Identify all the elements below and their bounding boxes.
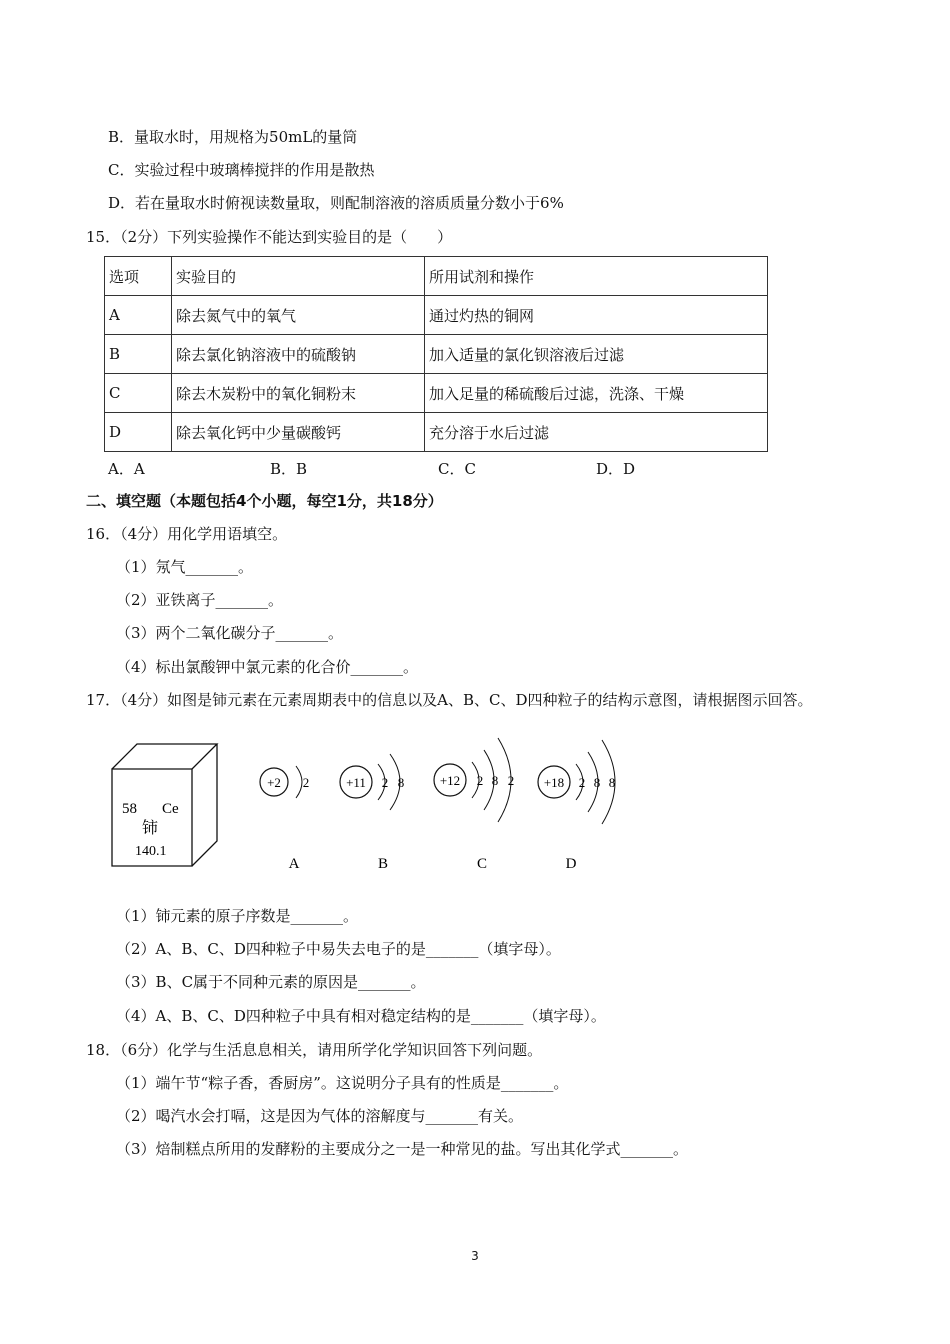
table-header-row <box>105 257 768 296</box>
shell-electrons: 8 <box>593 775 601 790</box>
element-symbol: Ce <box>162 801 179 817</box>
table-cell: D <box>105 413 172 452</box>
shell-electrons: 2 <box>381 775 389 790</box>
table-row <box>105 296 768 335</box>
q16-item-2: （2）亚铁离子_______。 <box>116 591 284 609</box>
table-cell: 充分溶于水后过滤 <box>425 413 768 452</box>
q17-stem: 17．（4分）如图是铈元素在元素周期表中的信息以及A、B、C、D四种粒子的结构示意图，请根据图示回答。 <box>86 691 813 709</box>
table-cell: C <box>105 374 172 413</box>
particle-label: B <box>377 856 389 872</box>
q15-table <box>104 256 768 452</box>
table-cell: 除去氧化钙中少量碳酸钙 <box>172 413 425 452</box>
shell-electrons: 8 <box>608 775 616 790</box>
shell-electrons: 2 <box>507 773 515 788</box>
q15-choice-c: C．C <box>438 460 476 478</box>
q17-item-4: （4）A、B、C、D四种粒子中具有相对稳定结构的是_______（填字母）。 <box>116 1007 606 1025</box>
element-atomic-mass: 140.1 <box>135 844 167 859</box>
particle-d <box>538 740 615 872</box>
q17-item-1: （1）铈元素的原子序数是_______。 <box>116 907 359 925</box>
nucleus-charge: +12 <box>439 773 461 788</box>
table-cell: 除去氯化钠溶液中的硫酸钠 <box>172 335 425 374</box>
table-row <box>105 413 768 452</box>
table-row <box>105 335 768 374</box>
q14-option-c: C．实验过程中玻璃棒搅拌的作用是散热 <box>108 161 375 179</box>
q18-item-2: （2）喝汽水会打嗝，这是因为气体的溶解度与_______有关。 <box>116 1107 524 1125</box>
table-cell: B <box>105 335 172 374</box>
q17-item-2: （2）A、B、C、D四种粒子中易失去电子的是_______（填字母）。 <box>116 940 561 958</box>
table-header-cell: 选项 <box>105 257 172 296</box>
q16-item-3: （3）两个二氧化碳分子_______。 <box>116 624 344 642</box>
q15-choice-d: D．D <box>596 460 636 478</box>
q18-stem: 18．（6分）化学与生活息息相关，请用所学化学知识回答下列问题。 <box>86 1041 543 1059</box>
q16-stem: 16．（4分）用化学用语填空。 <box>86 525 288 543</box>
q14-option-b: B．量取水时，用规格为50mL的量筒 <box>108 128 358 146</box>
table-cell: 除去木炭粉中的氧化铜粉末 <box>172 374 425 413</box>
shell-electrons: 8 <box>397 775 405 790</box>
particle-label: D <box>565 856 577 872</box>
shell-electrons: 2 <box>302 775 310 790</box>
table-cell: 通过灼热的铜网 <box>425 296 768 335</box>
q18-item-1: （1）端午节“粽子香，香厨房”。这说明分子具有的性质是_______。 <box>116 1074 569 1092</box>
q15-choices <box>108 458 708 478</box>
section-heading: 二、填空题（本题包括4个小题，每空1分，共18分） <box>86 492 443 510</box>
element-atomic-number: 58 <box>122 801 137 817</box>
element-name: 铈 <box>142 818 159 837</box>
atomic-structure-diagram <box>100 720 640 880</box>
shell-electrons: 2 <box>476 773 484 788</box>
q17-item-3: （3）B、C属于不同种元素的原因是_______。 <box>116 973 426 991</box>
q15-choice-b: B．B <box>270 460 308 478</box>
table-cell: 加入足量的稀硫酸后过滤，洗涤、干燥 <box>425 374 768 413</box>
shell-electrons: 8 <box>491 773 499 788</box>
particle-label: A <box>288 856 300 872</box>
particle-label: C <box>476 856 488 872</box>
q16-item-1: （1）氖气_______。 <box>116 558 254 576</box>
q16-item-4: （4）标出氯酸钾中氯元素的化合价_______。 <box>116 658 419 676</box>
table-header-cell: 所用试剂和操作 <box>425 257 768 296</box>
nucleus-charge: +11 <box>346 775 366 790</box>
nucleus-charge: +2 <box>267 775 281 790</box>
shell-electrons: 2 <box>578 775 586 790</box>
q15-stem: 15．（2分）下列实验操作不能达到实验目的是（ ） <box>86 228 453 246</box>
table-cell: A <box>105 296 172 335</box>
q15-choice-a: A．A <box>108 460 145 478</box>
table-row <box>105 374 768 413</box>
table-cell: 加入适量的氯化钡溶液后过滤 <box>425 335 768 374</box>
nucleus-charge: +18 <box>543 775 565 790</box>
particle-b <box>340 754 404 872</box>
particle-c <box>434 738 514 872</box>
table-header-cell: 实验目的 <box>172 257 425 296</box>
particle-a <box>260 766 309 872</box>
page-number: 3 <box>471 1249 479 1263</box>
q14-option-d: D．若在量取水时俯视读数量取，则配制溶液的溶质质量分数小于6% <box>108 194 564 212</box>
q18-item-3: （3）焙制糕点所用的发酵粉的主要成分之一是一种常见的盐。写出其化学式_______。 <box>116 1140 689 1158</box>
table-cell: 除去氮气中的氧气 <box>172 296 425 335</box>
